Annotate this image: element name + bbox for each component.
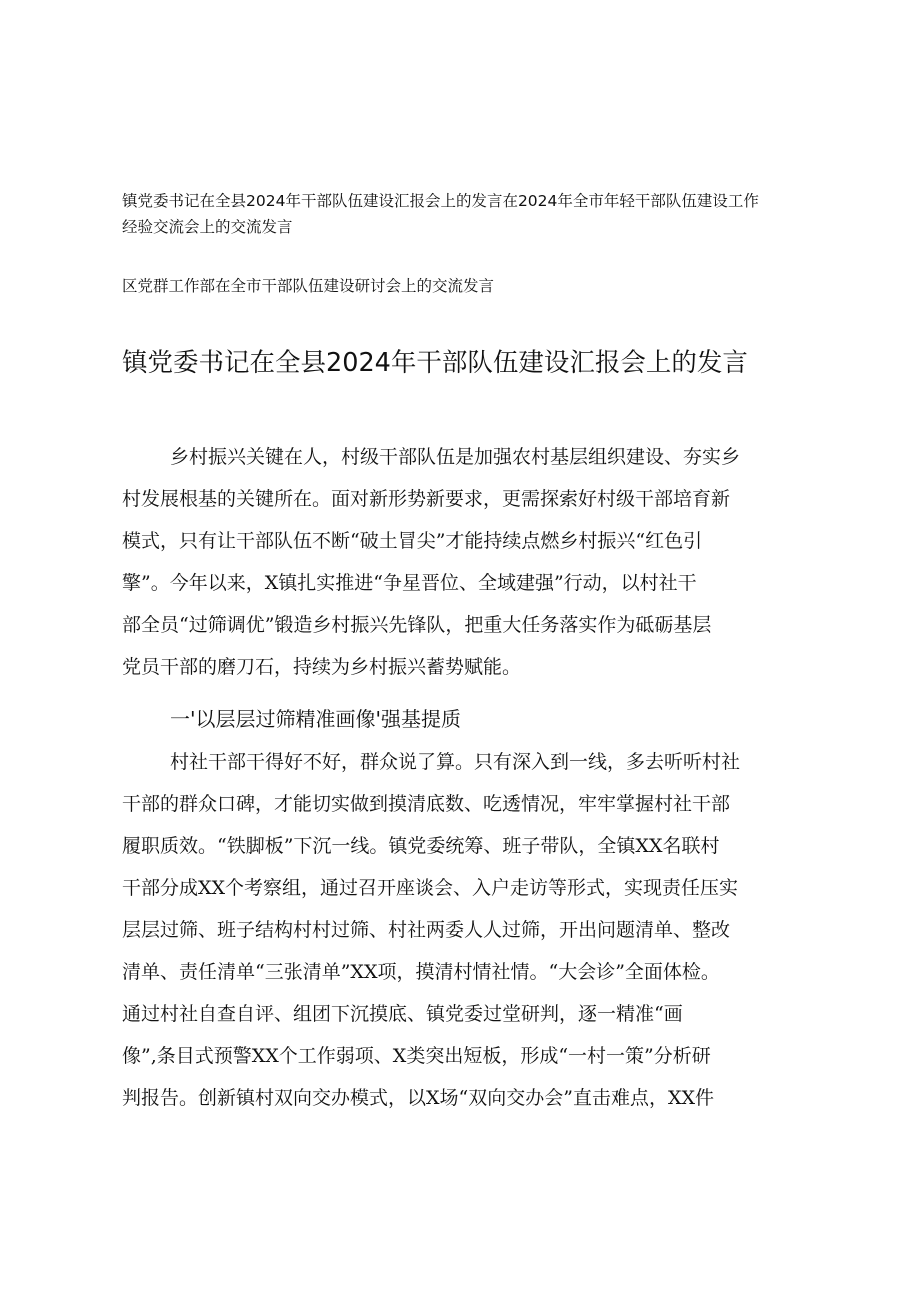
intro-line: 部全员“过筛调优”锻造乡村振兴先锋队，把重大任务落实作为砥砺基层 — [122, 614, 712, 636]
section-line: 清单、责任清单“三张清单”XX项，摸清村情社情。“大会诊”全面体检。 — [122, 961, 720, 983]
toc-entry-1-line-1: 镇党委书记在全县2024年干部队伍建设汇报会上的发言在2024年全市年轻干部队伍建设工作 — [122, 192, 759, 210]
intro-line: 模式，只有让干部队伍不断“破土冒尖”才能持续点燃乡村振兴“红色引 — [122, 530, 703, 552]
section-heading: 一'以层层过筛精准画像'强基提质 — [170, 707, 461, 731]
intro-line: 乡村振兴关键在人，村级干部队伍是加强农村基层组织建设、夯实乡 — [170, 446, 741, 468]
section-line: 层层过筛、班子结构村村过筛、村社两委人人过筛，开出问题清单、整改 — [122, 919, 731, 941]
toc-entry-1-line-2: 经验交流会上的交流发言 — [122, 218, 293, 236]
section-line: 干部的群众口碑，才能切实做到摸清底数、吃透情况，牢牢掌握村社干部 — [122, 793, 731, 815]
intro-line: 村发展根基的关键所在。面对新形势新要求，更需探索好村级干部培育新 — [122, 488, 731, 510]
article-title: 镇党委书记在全县2024年干部队伍建设汇报会上的发言 — [122, 348, 748, 378]
section-line: 通过村社自查自评、组团下沉摸底、镇党委过堂研判，逐一精准“画 — [122, 1003, 683, 1025]
intro-line: 党员干部的磨刀石，持续为乡村振兴蓄势赋能。 — [122, 656, 522, 678]
section-line: 村社干部干得好不好，群众说了算。只有深入到一线，多去听听村社 — [170, 751, 741, 773]
section-line: 判报告。创新镇村双向交办模式，以X场“双向交办会”直击难点，XX件 — [122, 1087, 715, 1109]
toc-entry-2: 区党群工作部在全市干部队伍建设研讨会上的交流发言 — [122, 277, 495, 295]
section-line: 像”,条目式预警XX个工作弱项、X类突出短板，形成“一村一策”分析研 — [122, 1045, 711, 1067]
section-line: 履职质效。“铁脚板”下沉一线。镇党委统筹、班子带队，全镇XX名联村 — [122, 835, 720, 857]
section-line: 干部分成XX个考察组，通过召开座谈会、入户走访等形式，实现责任压实 — [122, 877, 739, 899]
intro-line: 擎”。今年以来，X镇扎实推进“争星晋位、全域建强”行动，以村社干 — [122, 572, 697, 594]
